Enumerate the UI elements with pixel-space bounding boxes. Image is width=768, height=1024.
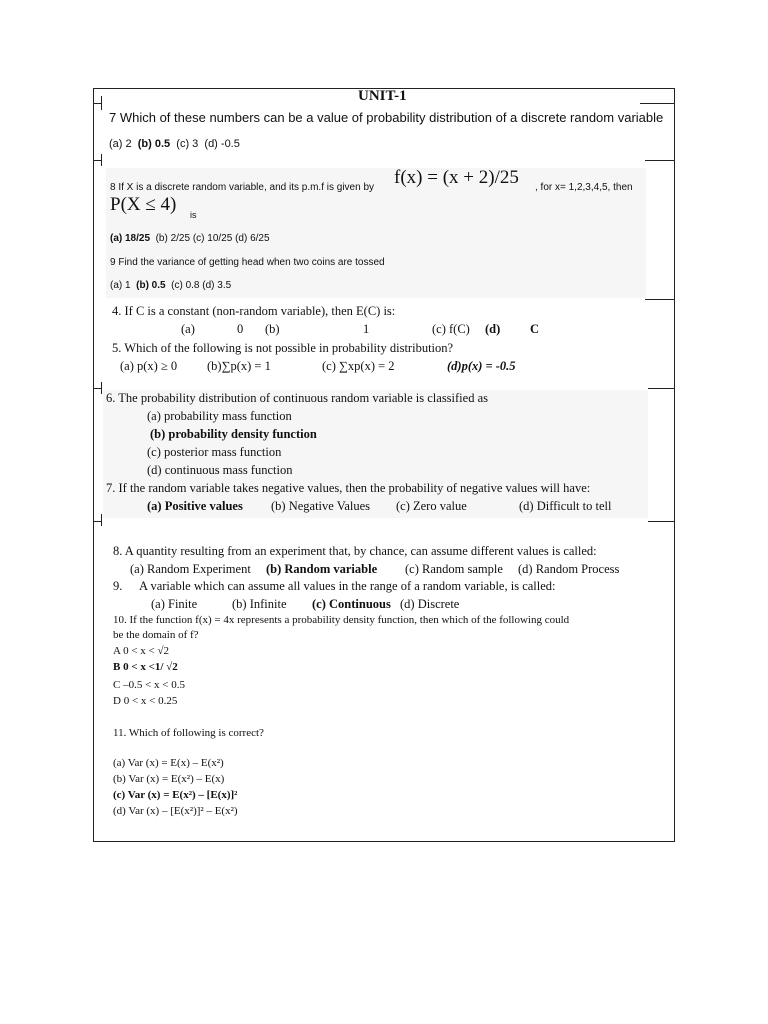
question-7b-text: 7. If the random variable takes negative values, then the probability of negative values will have:	[106, 481, 591, 495]
question-10-line2: be the domain of f?	[113, 629, 199, 641]
option-d: (d) Var (x) – [E(x²)]² – E(x²)	[113, 805, 238, 817]
option-b-answer: B 0 < x <1/ √2	[113, 661, 178, 673]
question-9a-text: 9 Find the variance of getting head when two coins are tossed	[110, 257, 385, 268]
option-a: (a) Var (x) = E(x) – E(x²)	[113, 757, 224, 769]
question-8a-options	[110, 233, 270, 244]
option-a: (a) Random Experiment	[130, 562, 251, 576]
option-a-answer: (a) Positive values	[147, 499, 243, 513]
option-a-label: (a)	[181, 322, 195, 336]
border-tick	[93, 521, 101, 522]
question-9a-options	[110, 280, 231, 291]
question-10-line1: 10. If the function f(x) = 4x represents a probability density function, then which of the following could	[113, 614, 570, 626]
option-c: (c) Random sample	[405, 562, 503, 576]
question-7a-options	[109, 138, 240, 150]
question-9b-text: A variable which can assume all values in the range of a random variable, is called:	[139, 579, 556, 593]
option-a-value: 0	[237, 322, 244, 336]
question-8a-prob: P(X ≤ 4)	[110, 194, 177, 215]
question-7a-text: 7 Which of these numbers can be a value of probability distribution of a discrete random variable	[109, 110, 664, 125]
question-6-text: 6. The probability distribution of continuous random variable is classified as	[106, 391, 488, 405]
question-8a-is: is	[190, 210, 197, 220]
option-c: (c) Zero value	[396, 499, 467, 513]
question-8a-formula: f(x) = (x + 2)/25	[394, 167, 519, 188]
option-b-answer: (b) probability density function	[150, 427, 317, 441]
option-c: (c) ∑xp(x) = 2	[322, 359, 395, 373]
option-d: (d) Random Process	[518, 562, 620, 576]
border-tick	[640, 103, 675, 104]
option-a: A 0 < x < √2	[113, 645, 170, 657]
option-b-label: (b)	[265, 322, 280, 336]
option-b: (b)∑p(x) = 1	[207, 359, 271, 373]
option-b: (b) Var (x) = E(x²) – E(x)	[113, 773, 225, 785]
option-d: (d) Discrete	[400, 597, 460, 611]
option-d: (d) Difficult to tell	[519, 499, 612, 513]
question-11-text: 11. Which of following is correct?	[113, 727, 264, 739]
option-c-answer: (c) Continuous	[312, 597, 391, 611]
option-d-label: (d)	[485, 322, 501, 336]
option-b-answer: (b) Random variable	[266, 562, 378, 576]
border-tick	[93, 103, 101, 104]
border-tick	[93, 388, 101, 389]
option-d-answer: (d)p(x) = -0.5	[447, 359, 516, 373]
option-d: D 0 < x < 0.25	[113, 695, 178, 707]
option-c: C –0.5 < x < 0.5	[113, 679, 185, 691]
option-rest: (b) 2/25 (c) 10/25 (d) 6/25	[155, 233, 270, 244]
border-tick	[648, 521, 675, 522]
option-b: (b) Negative Values	[271, 499, 371, 513]
option-rest: (c) 0.8 (d) 3.5	[171, 280, 232, 291]
border-tick	[101, 96, 102, 110]
option-b-answer: (b) 0.5	[137, 138, 171, 150]
border-tick	[648, 388, 675, 389]
question-8b-text: 8. A quantity resulting from an experiment that, by chance, can assume different values is called:	[113, 544, 597, 558]
border-tick	[101, 382, 102, 394]
unit-title: UNIT-1	[358, 88, 407, 104]
option-a: (a) probability mass function	[147, 409, 292, 423]
option-d: (d) continuous mass function	[147, 463, 293, 477]
option-d: (d) -0.5	[204, 138, 240, 150]
option-a: (a) Finite	[151, 597, 198, 611]
option-a: (a) 2	[109, 138, 132, 150]
border-tick	[93, 160, 101, 161]
option-c: (c) posterior mass function	[147, 445, 282, 459]
option-b-answer: (b) 0.5	[136, 280, 166, 291]
option-d-value: C	[530, 322, 540, 336]
question-9b-number: 9.	[113, 579, 123, 593]
question-8a-tail: , for x= 1,2,3,4,5, then	[535, 182, 633, 193]
question-4-text: 4. If C is a constant (non-random variable), then E(C) is:	[112, 304, 396, 318]
question-5-text: 5. Which of the following is not possible in probability distribution?	[112, 341, 454, 355]
border-tick	[645, 299, 675, 300]
option-b: (b) Infinite	[232, 597, 287, 611]
question-8a-lead: 8 If X is a discrete random variable, and its p.m.f is given by	[110, 182, 375, 193]
option-c: (c) 3	[176, 138, 199, 150]
option-b-value: 1	[363, 322, 370, 336]
option-c: (c) f(C)	[432, 322, 470, 336]
option-a: (a) 1	[110, 280, 131, 291]
border-tick	[645, 160, 675, 161]
border-tick	[101, 514, 102, 526]
option-a-answer: (a) 18/25	[110, 233, 151, 244]
option-c-answer: (c) Var (x) = E(x²) – [E(x)]²	[113, 789, 238, 801]
option-a: (a) p(x) ≥ 0	[120, 359, 178, 373]
border-tick	[101, 154, 102, 166]
